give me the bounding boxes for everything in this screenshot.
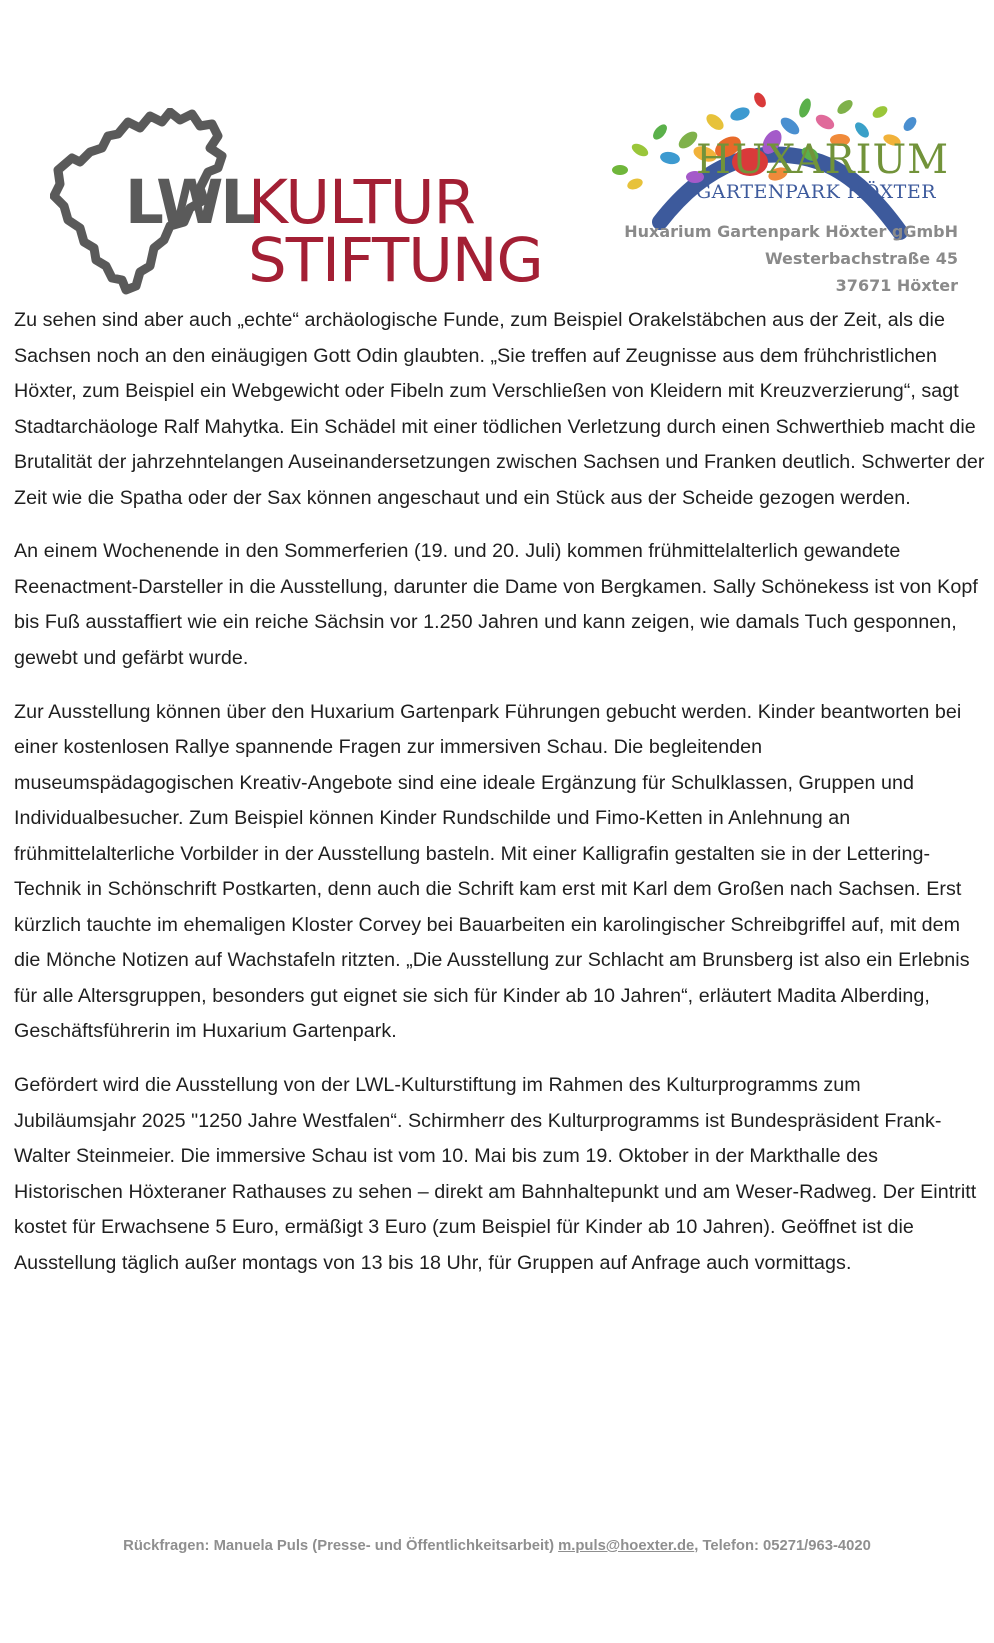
huxarium-wordmark: HUXARIUM (696, 137, 950, 183)
lwl-kulturstiftung-logo (50, 108, 570, 308)
paragraph-reenactment: An einem Wochenende in den Sommerferien (19. und 20. Juli) kommen frühmittelalterlich gewandete Reenactment-Darsteller in die Ausstellung, darunter die Dame von Bergkamen. Sally Schönekess ist von Kopf bis Fuß ausstaffiert wie ein reiche Sächsin vor 1.250 Jahren und kann zeigen, wie damals Tuch gesponnen, gewebt und gefärbt wurde. (14, 540, 978, 669)
paragraph-finds: Zu sehen sind aber auch „echte“ archäologische Funde, zum Beispiel Orakelstäbchen aus der Zeit, als die Sachsen noch an den einäugigen Gott Odin glaubten. „Sie treffen auf Zeugnisse aus dem frühchristlichen Höxter, zum Beispiel ein Webgewicht oder Fibeln zum Verschließen von Kleidern mit Kreuzverzierung“, sagt Stadtarchäologe Ralf Mahytka. Ein Schädel mit einer tödlichen Verletzung durch einen Schwerthieb macht die Brutalität der jahrzehntelangen Auseinandersetzungen zwischen Sachsen und Franken deutlich. Schwerter der Zeit wie die Spatha oder der Sax können angeschaut und ein Stück aus der Scheide gezogen werden. (14, 309, 985, 509)
sender-address (624, 218, 958, 299)
kultur-wordmark: KULTUR (248, 167, 475, 238)
address-company: Huxarium Gartenpark Höxter gGmbH (624, 222, 958, 241)
footer-phone: , Telefon: 05271/963-4020 (694, 1538, 871, 1554)
press-release-body (14, 303, 986, 1300)
address-street: Westerbachstraße 45 (764, 249, 958, 268)
lwl-wordmark: LWL (125, 167, 257, 238)
huxarium-subtitle: GARTENPARK HÖXTER (696, 181, 937, 203)
paragraph-funding-opening-hours: Gefördert wird die Ausstellung von der LWL-Kulturstiftung im Rahmen des Kulturprogramms zum Jubiläumsjahr 2025 "1250 Jahre Westfalen“. Schirmherr des Kulturprogramms ist Bundespräsident Frank-Walter Steinmeier. Die immersive Schau ist vom 10. Mai bis zum 19. Oktober in der Markthalle des Historischen Höxteraner Rathauses zu sehen – direkt am Bahnhaltepunkt und am Weser-Radweg. Der Eintritt kostet für Erwachsene 5 Euro, ermäßigt 3 Euro (zum Beispiel für Kinder ab 10 Jahren). Geöffnet ist die Ausstellung täglich außer montags von 13 bis 18 Uhr, für Gruppen auf Anfrage auch vormittags. (14, 1074, 977, 1274)
address-city: 37671 Höxter (835, 276, 958, 295)
footer-email-link[interactable]: m.puls@hoexter.de (558, 1538, 695, 1554)
stiftung-wordmark: STIFTUNG (248, 225, 543, 296)
contact-footer (0, 1538, 994, 1554)
paragraph-guided-tours: Zur Ausstellung können über den Huxarium Gartenpark Führungen gebucht werden. Kinder beantworten bei einer kostenlosen Rallye spannende Fragen zur immersiven Schau. Die begleitenden museumspädagogischen Kreativ-Angebote sind eine ideale Ergänzung für Schulklassen, Gruppen und Individualbesucher. Zum Beispiel können Kinder Rundschilde und Fimo-Ketten in Anlehnung an frühmittelalterliche Vorbilder in der Ausstellung basteln. Mit einer Kalligrafin gestalten sie in der Lettering-Technik in Schönschrift Postkarten, denn auch die Schrift kam erst mit Karl dem Großen nach Sachsen. Erst kürzlich tauchte im ehemaligen Kloster Corvey bei Bauarbeiten ein karolingischer Schreibgriffel auf, mit dem die Mönche Notizen auf Wachstafeln ritzten. „Die Ausstellung zur Schlacht am Brunsberg ist also ein Erlebnis für alle Altersgruppen, besonders gut eignet sie sich für Kinder ab 10 Jahren“, erläutert Madita Alberding, Geschäftsführerin im Huxarium Gartenpark. (14, 700, 970, 1043)
footer-contact-label: Rückfragen: Manuela Puls (Presse- und Öffentlichkeitsarbeit) (123, 1538, 559, 1554)
